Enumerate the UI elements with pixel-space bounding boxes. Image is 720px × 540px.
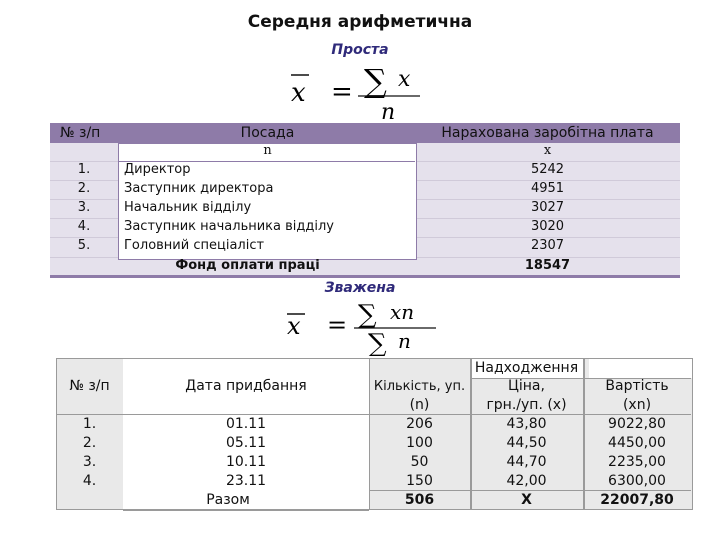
table-row-cost: 4450,00 — [608, 435, 666, 451]
weighted-group-header: Надходження — [474, 360, 579, 376]
table-row-num: 1. — [77, 162, 91, 177]
simple-total-label: Фонд оплати праці — [175, 258, 320, 273]
weighted-header-price-x: грн./уп. (x) — [486, 397, 567, 413]
formula-numerator: xn — [390, 300, 415, 324]
simple-subheader-x: x — [543, 143, 552, 158]
simple-subheader-n: n — [263, 143, 272, 158]
table-row-date: 05.11 — [225, 435, 267, 451]
table-row-qty: 206 — [406, 416, 433, 432]
formula-denominator: n — [398, 329, 411, 353]
table-row-price: 43,80 — [506, 416, 547, 432]
table-row-qty: 100 — [406, 435, 433, 451]
table-row-position: Директор — [124, 162, 191, 177]
table-row-position: Заступник начальника відділу — [124, 219, 334, 234]
weighted-header-cost-xn: (xn) — [622, 397, 652, 413]
table-row-position: Начальник відділу — [124, 200, 252, 215]
weighted-total-label: Разом — [206, 492, 250, 508]
simple-label: Проста — [331, 42, 389, 58]
simple-header-num: № з/п — [60, 125, 101, 141]
table-row-salary: 5242 — [530, 162, 565, 177]
table-row-cost: 6300,00 — [608, 473, 666, 489]
table-row-salary: 4951 — [530, 181, 565, 196]
weighted-header-num: № з/п — [69, 378, 110, 394]
weighted-header-cost: Вартість — [605, 378, 669, 394]
formula-xbar: x — [291, 78, 306, 108]
weighted-header-qty-n: (n) — [409, 397, 430, 413]
table-row-date: 01.11 — [225, 416, 267, 432]
table-row-num: 2. — [77, 181, 91, 196]
table-row-cost: 9022,80 — [608, 416, 666, 432]
table-row-price: 42,00 — [506, 473, 547, 489]
formula-sum: ∑ — [364, 62, 387, 100]
table-row-salary: 2307 — [530, 238, 565, 253]
formula-equals: = — [327, 311, 348, 339]
simple-header-position: Посада — [240, 125, 295, 141]
table-row-price: 44,50 — [506, 435, 547, 451]
table-row-salary: 3020 — [530, 219, 565, 234]
table-row-date: 23.11 — [225, 473, 267, 489]
weighted-header-price: Ціна, — [508, 378, 545, 394]
table-row-qty: 50 — [410, 454, 429, 470]
weighted-header-qty: Кількість, уп. — [373, 379, 466, 394]
table-row-position: Заступник директора — [124, 181, 274, 196]
table-row-num: 5. — [77, 238, 91, 253]
table-row-price: 44,70 — [506, 454, 547, 470]
table-row-num: 2. — [82, 435, 97, 451]
table-row-num: 3. — [82, 454, 97, 470]
formula-equals: = — [331, 77, 353, 107]
table-row-date: 10.11 — [225, 454, 267, 470]
table-row-num: 1. — [82, 416, 97, 432]
table-row-position: Головний спеціаліст — [124, 238, 265, 253]
table-row-qty: 150 — [406, 473, 433, 489]
weighted-mean-formula — [0, 298, 720, 356]
weighted-total-qty: 506 — [404, 492, 435, 508]
weighted-label: Зважена — [324, 280, 396, 296]
formula-numerator: x — [398, 67, 411, 92]
table-row-num: 4. — [77, 219, 91, 234]
page-title: Середня арифметична — [247, 12, 473, 32]
weighted-total-cost: 22007,80 — [600, 492, 674, 508]
formula-sum: ∑ — [358, 300, 377, 330]
simple-mean-formula — [0, 62, 720, 122]
table-row-num: 3. — [77, 200, 91, 215]
weighted-header-date: Дата придбання — [185, 378, 307, 394]
formula-xbar: x — [287, 312, 301, 340]
formula-sum: ∑ — [368, 329, 387, 356]
formula-denominator: n — [381, 100, 396, 122]
weighted-total-price: X — [521, 492, 532, 508]
table-row-cost: 2235,00 — [608, 454, 666, 470]
simple-header-salary: Нарахована заробітна плата — [441, 125, 654, 141]
simple-total-value: 18547 — [524, 258, 571, 273]
table-row-salary: 3027 — [530, 200, 565, 215]
table-row-num: 4. — [82, 473, 97, 489]
